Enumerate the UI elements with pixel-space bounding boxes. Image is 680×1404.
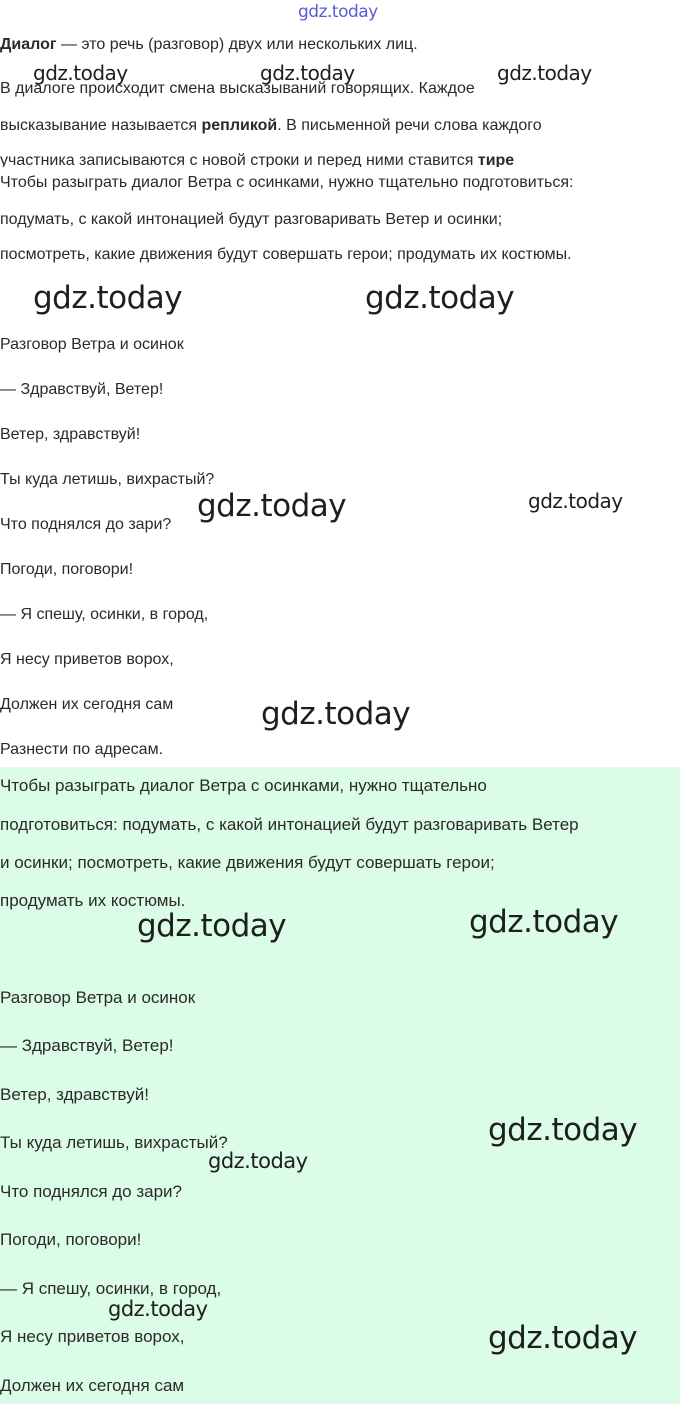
highlight-poem-title: Разговор Ветра и осинок (0, 988, 196, 1007)
highlight-poem-line: — Здравствуй, Ветер! (0, 1036, 174, 1055)
poem-line: — Я спешу, осинки, в город, (0, 606, 209, 623)
highlight-poem-line: Ты куда летишь, вихрастый? (0, 1133, 228, 1152)
watermark: gdz.today (261, 696, 411, 732)
highlight-poem-line: Ветер, здравствуй! (0, 1085, 149, 1104)
poem-line: — Здравствуй, Ветер! (0, 381, 164, 398)
watermark: gdz.today (33, 280, 183, 316)
poem-title: Разговор Ветра и осинок (0, 336, 184, 353)
highlight-poem-line: Я несу приветов ворох, (0, 1327, 185, 1346)
watermark: gdz.today (108, 1297, 208, 1321)
highlight-line-4: продумать их костюмы. (0, 891, 186, 910)
watermark: gdz.today (488, 1112, 638, 1148)
poem-line: Ветер, здравствуй! (0, 426, 141, 443)
term-dash: тире (477, 152, 515, 167)
watermark: gdz.today (197, 488, 347, 524)
term-replica: репликой (201, 117, 278, 134)
watermark: gdz.today (365, 280, 515, 316)
poem-line: Погоди, поговори! (0, 561, 134, 578)
intro-block (0, 30, 680, 167)
poem-line: Я несу приветов ворох, (0, 651, 174, 668)
intro-line-1-text: — это речь (разговор) двух или нескольких лиц. (56, 36, 418, 53)
watermark: gdz.today (208, 1149, 308, 1173)
highlight-line-2: подготовиться: подумать, с какой интонацией будут разговаривать Ветер (0, 815, 579, 834)
intro-line-2: В диалоге происходит смена высказываний говорящих. Каждое (0, 80, 475, 97)
highlight-poem-line: Должен их сегодня сам (0, 1376, 185, 1395)
highlight-line-3: и осинки; посмотреть, какие движения будут совершать герои; (0, 853, 495, 872)
watermark: gdz.today (260, 61, 355, 85)
intro-line-4-pre: участника записываются с новой строки и перед ними ставится (0, 152, 478, 167)
highlight-line-1: Чтобы разыграть диалог Ветра с осинками, нужно тщательно (0, 776, 487, 795)
watermark: gdz.today (33, 61, 128, 85)
intro-line-3-pre: высказывание называется (0, 117, 202, 134)
poem-line: Что поднялся до зари? (0, 516, 172, 533)
watermark: gdz.today (488, 1320, 638, 1356)
site-logo[interactable]: gdz.today (298, 2, 378, 22)
poem-line: Разнести по адресам. (0, 741, 164, 758)
poem-line: Ты куда летишь, вихрастый? (0, 471, 215, 488)
answer-line-3: посмотреть, какие движения будут совершать герои; продумать их костюмы. (0, 246, 572, 263)
watermark: gdz.today (469, 904, 619, 940)
intro-line-4 (0, 151, 514, 167)
watermark: gdz.today (137, 908, 287, 944)
watermark: gdz.today (497, 61, 592, 85)
highlight-poem-line: — Я спешу, осинки, в город, (0, 1279, 222, 1298)
intro-line-3 (0, 116, 542, 136)
answer-line-2: подумать, с какой интонацией будут разговаривать Ветер и осинки; (0, 211, 503, 228)
intro-line-1 (0, 35, 418, 55)
term-dialog: Диалог (0, 36, 57, 53)
highlight-poem-line: Погоди, поговори! (0, 1230, 142, 1249)
intro-line-3-post: . В письменной речи слова каждого (277, 117, 542, 134)
poem-line: Должен их сегодня сам (0, 696, 174, 713)
watermark: gdz.today (528, 489, 623, 513)
highlight-poem-line: Что поднялся до зари? (0, 1182, 183, 1201)
answer-line-1: Чтобы разыграть диалог Ветра с осинками, нужно тщательно подготовиться: (0, 174, 574, 191)
